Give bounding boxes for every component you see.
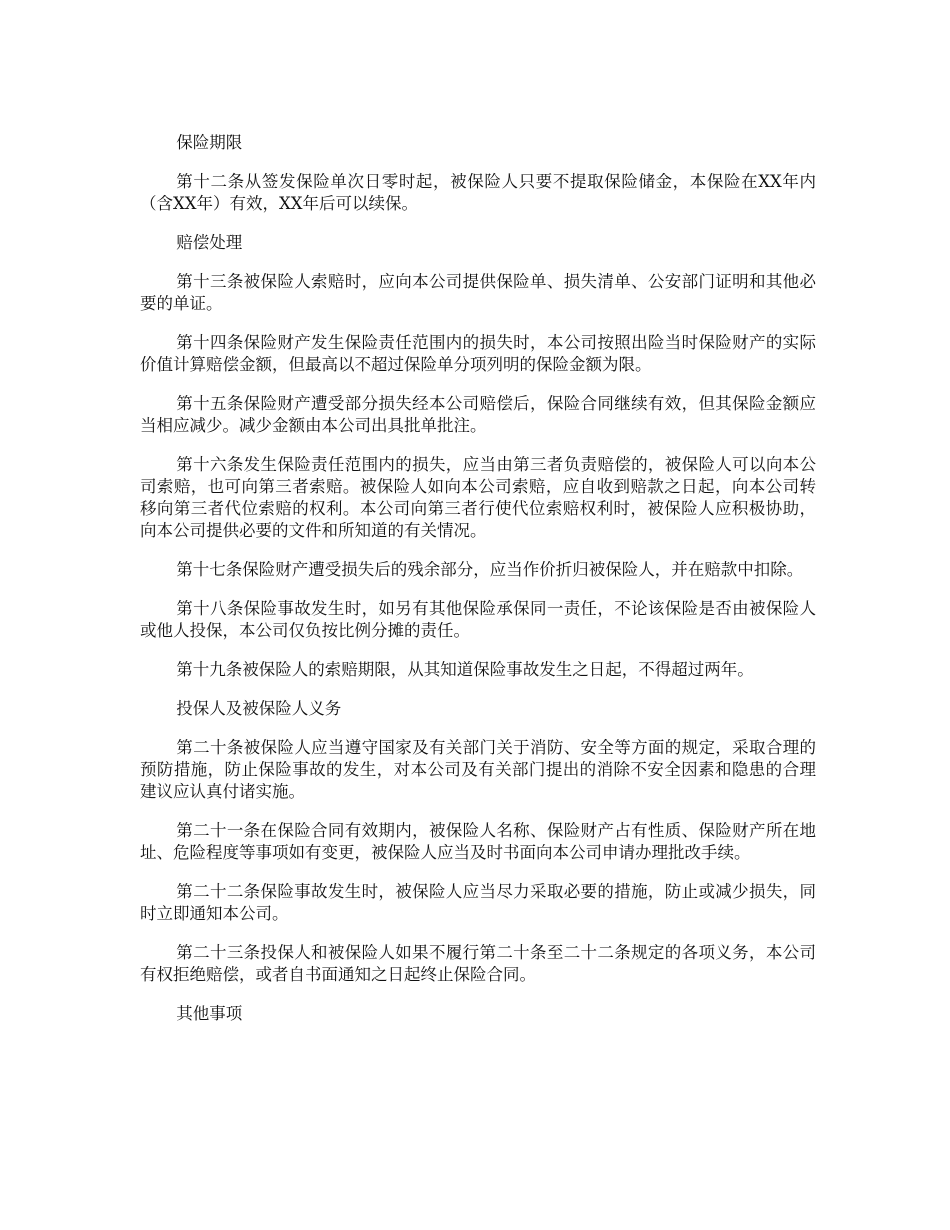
article-20: 第二十条被保险人应当遵守国家及有关部门关于消防、安全等方面的规定，采取合理的预防措施，防止保险事故的发生，对本公司及有关部门提出的消除不安全因素和隐患的合理建议应认真付诸实施。	[140, 738, 816, 801]
article-15: 第十五条保险财产遭受部分损失经本公司赔偿后，保险合同继续有效，但其保险金额应当相应减少。减少金额由本公司出具批单批注。	[140, 394, 816, 435]
article-17: 第十七条保险财产遭受损失后的残余部分，应当作价折归被保险人，并在赔款中扣除。	[176, 560, 804, 579]
article-18: 第十八条保险事故发生时，如另有其他保险承保同一责任，不论该保险是否由被保险人或他人投保，本公司仅负按比例分摊的责任。	[140, 599, 816, 640]
article-22: 第二十二条保险事故发生时，被保险人应当尽力采取必要的措施，防止或减少损失，同时立即通知本公司。	[140, 882, 816, 923]
document-body	[140, 132, 816, 1042]
article-12: 第十二条从签发保险单次日零时起，被保险人只要不提取保险储金，本保险在XX年内（含XX年）有效，XX年后可以续保。	[140, 172, 816, 213]
section-heading-other: 其他事项	[176, 1004, 243, 1023]
article-23: 第二十三条投保人和被保险人如果不履行第二十条至二十二条规定的各项义务，本公司有权拒绝赔偿，或者自书面通知之日起终止保险合同。	[140, 943, 816, 984]
article-14: 第十四条保险财产发生保险责任范围内的损失时，本公司按照出险当时保险财产的实际价值计算赔偿金额，但最高以不超过保险单分项列明的保险金额为限。	[140, 333, 816, 374]
section-heading-claims: 赔偿处理	[176, 233, 243, 252]
article-19: 第十九条被保险人的索赔期限，从其知道保险事故发生之日起，不得超过两年。	[176, 660, 754, 679]
section-heading-term: 保险期限	[176, 133, 243, 152]
article-13: 第十三条被保险人索赔时，应向本公司提供保险单、损失清单、公安部门证明和其他必要的单证。	[140, 272, 816, 313]
article-21: 第二十一条在保险合同有效期内，被保险人名称、保险财产占有性质、保险财产所在地址、危险程度等事项如有变更，被保险人应当及时书面向本公司申请办理批改手续。	[140, 821, 816, 862]
article-16: 第十六条发生保险责任范围内的损失，应当由第三者负责赔偿的，被保险人可以向本公司索赔，也可向第三者索赔。被保险人如向本公司索赔，应自收到赔款之日起，向本公司转移向第三者代位索赔的权利。本公司向第三者行使代位索赔权利时，被保险人应积极协助，向本公司提供必要的文件和所知道的有关情况。	[140, 455, 816, 540]
section-heading-obligations: 投保人及被保险人义务	[176, 699, 342, 718]
